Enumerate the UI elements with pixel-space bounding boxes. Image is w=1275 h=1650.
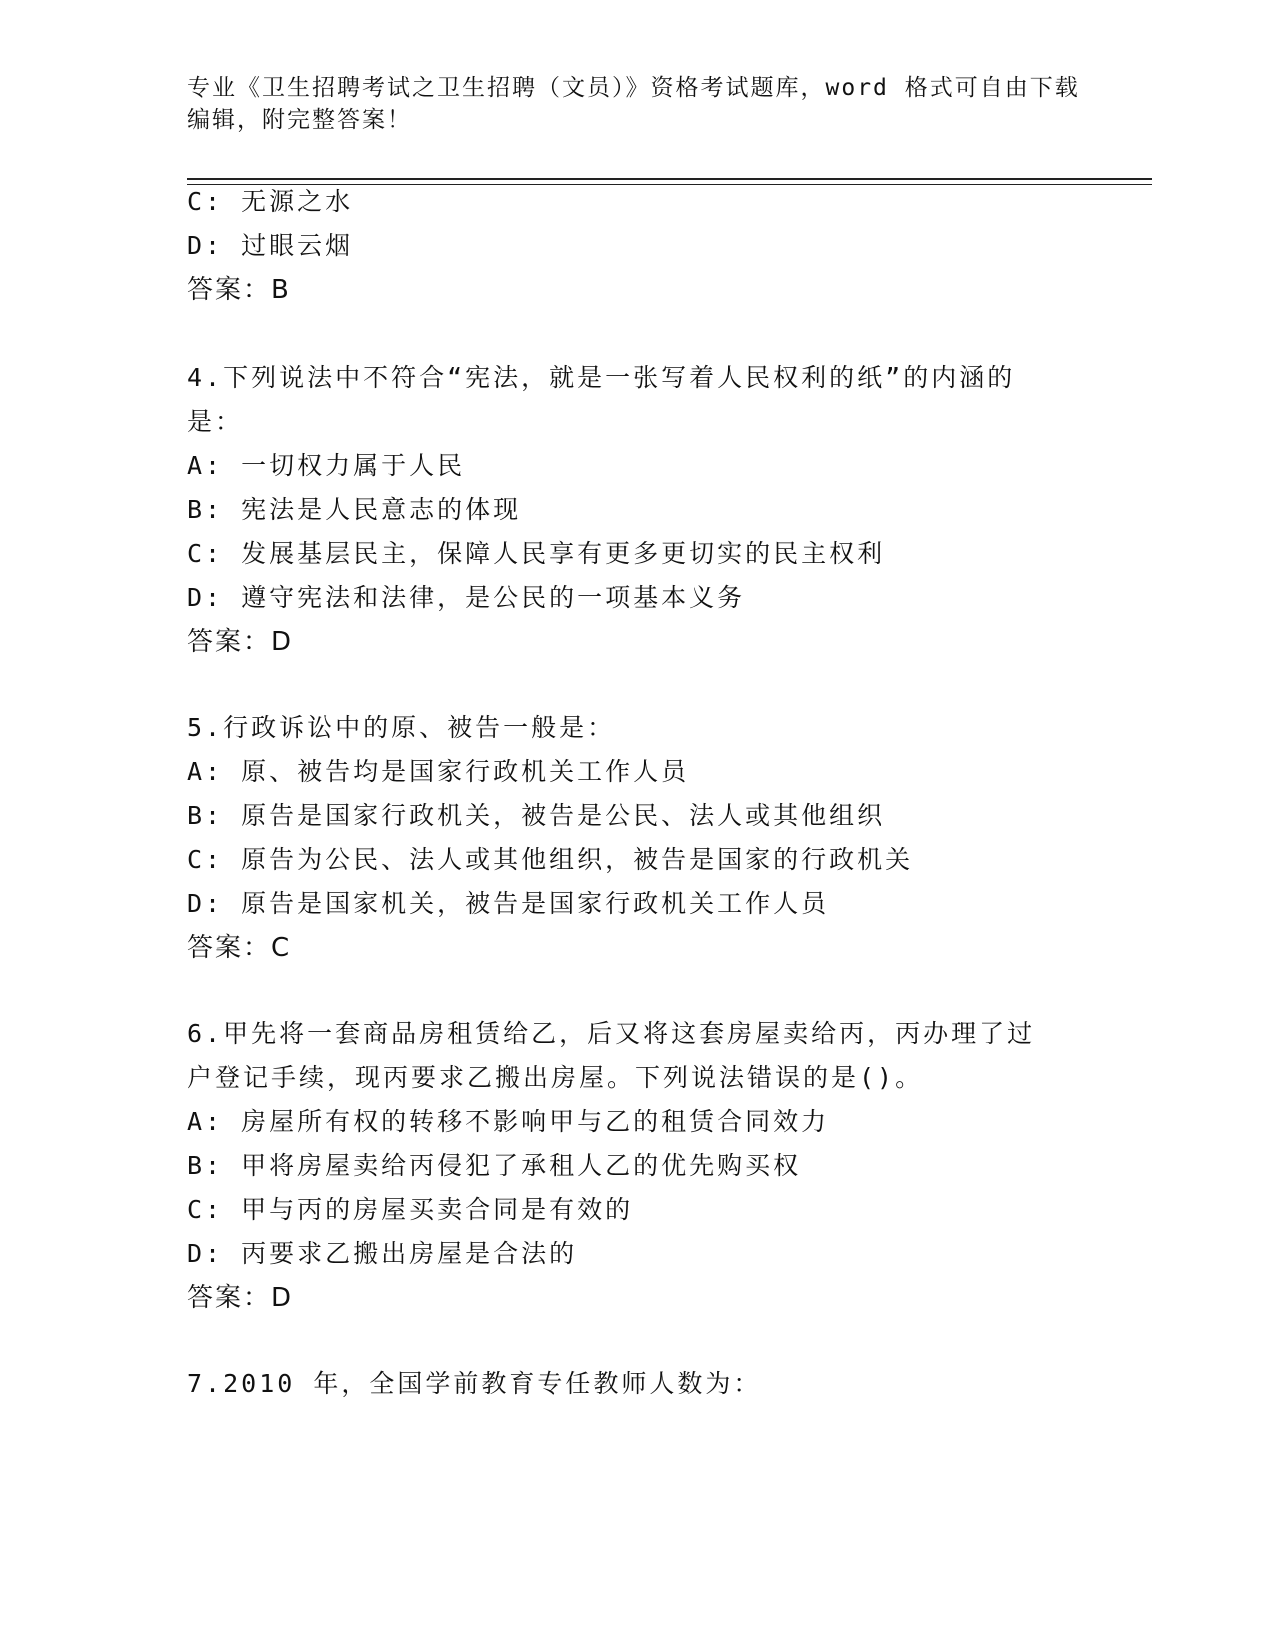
q5-option-d: D: 原告是国家机关，被告是国家行政机关工作人员 xyxy=(187,889,830,918)
q4-stem-line-2: 是： xyxy=(187,407,244,436)
q5-option-c: C: 原告为公民、法人或其他组织，被告是国家的行政机关 xyxy=(187,845,914,874)
q3-option-c: C: 无源之水 xyxy=(187,187,354,216)
q4-option-c: C: 发展基层民主，保障人民享有更多更切实的民主权利 xyxy=(187,539,886,568)
q6-stem-line-1: 6.甲先将一套商品房租赁给乙，后又将这套房屋卖给丙，丙办理了过 xyxy=(187,1019,1036,1048)
q6-option-d: D: 丙要求乙搬出房屋是合法的 xyxy=(187,1239,578,1268)
q4-option-a: A: 一切权力属于人民 xyxy=(187,451,466,480)
q6-option-c: C: 甲与丙的房屋买卖合同是有效的 xyxy=(187,1195,634,1224)
q4-stem-line-1: 4.下列说法中不符合“宪法，就是一张写着人民权利的纸”的内涵的 xyxy=(187,363,1016,392)
q4-option-d: D: 遵守宪法和法律，是公民的一项基本义务 xyxy=(187,583,746,612)
q3-option-d: D: 过眼云烟 xyxy=(187,231,354,260)
q4-option-b: B: 宪法是人民意志的体现 xyxy=(187,495,522,524)
q7-stem: 7.2010 年，全国学前教育专任教师人数为： xyxy=(187,1369,762,1398)
document-header xyxy=(187,72,1087,136)
q5-option-a: A: 原、被告均是国家行政机关工作人员 xyxy=(187,757,690,786)
q6-answer: 答案：D xyxy=(187,1283,294,1313)
q6-option-b: B: 甲将房屋卖给丙侵犯了承租人乙的优先购买权 xyxy=(187,1151,802,1180)
q6-option-a: A: 房屋所有权的转移不影响甲与乙的租赁合同效力 xyxy=(187,1107,830,1136)
q5-stem: 5.行政诉讼中的原、被告一般是： xyxy=(187,713,616,742)
q5-answer: 答案：C xyxy=(187,933,292,963)
header-line-1: 专业《卫生招聘考试之卫生招聘（文员）》资格考试题库，word 格式可自由下载 xyxy=(187,75,1080,101)
q3-answer: 答案：B xyxy=(187,275,291,305)
header-line-2: 编辑，附完整答案！ xyxy=(187,107,412,133)
q5-option-b: B: 原告是国家行政机关，被告是公民、法人或其他组织 xyxy=(187,801,886,830)
q4-answer: 答案：D xyxy=(187,627,294,657)
header-divider-thick xyxy=(187,178,1152,180)
q6-stem-line-2: 户登记手续，现丙要求乙搬出房屋。下列说法错误的是()。 xyxy=(187,1063,924,1092)
